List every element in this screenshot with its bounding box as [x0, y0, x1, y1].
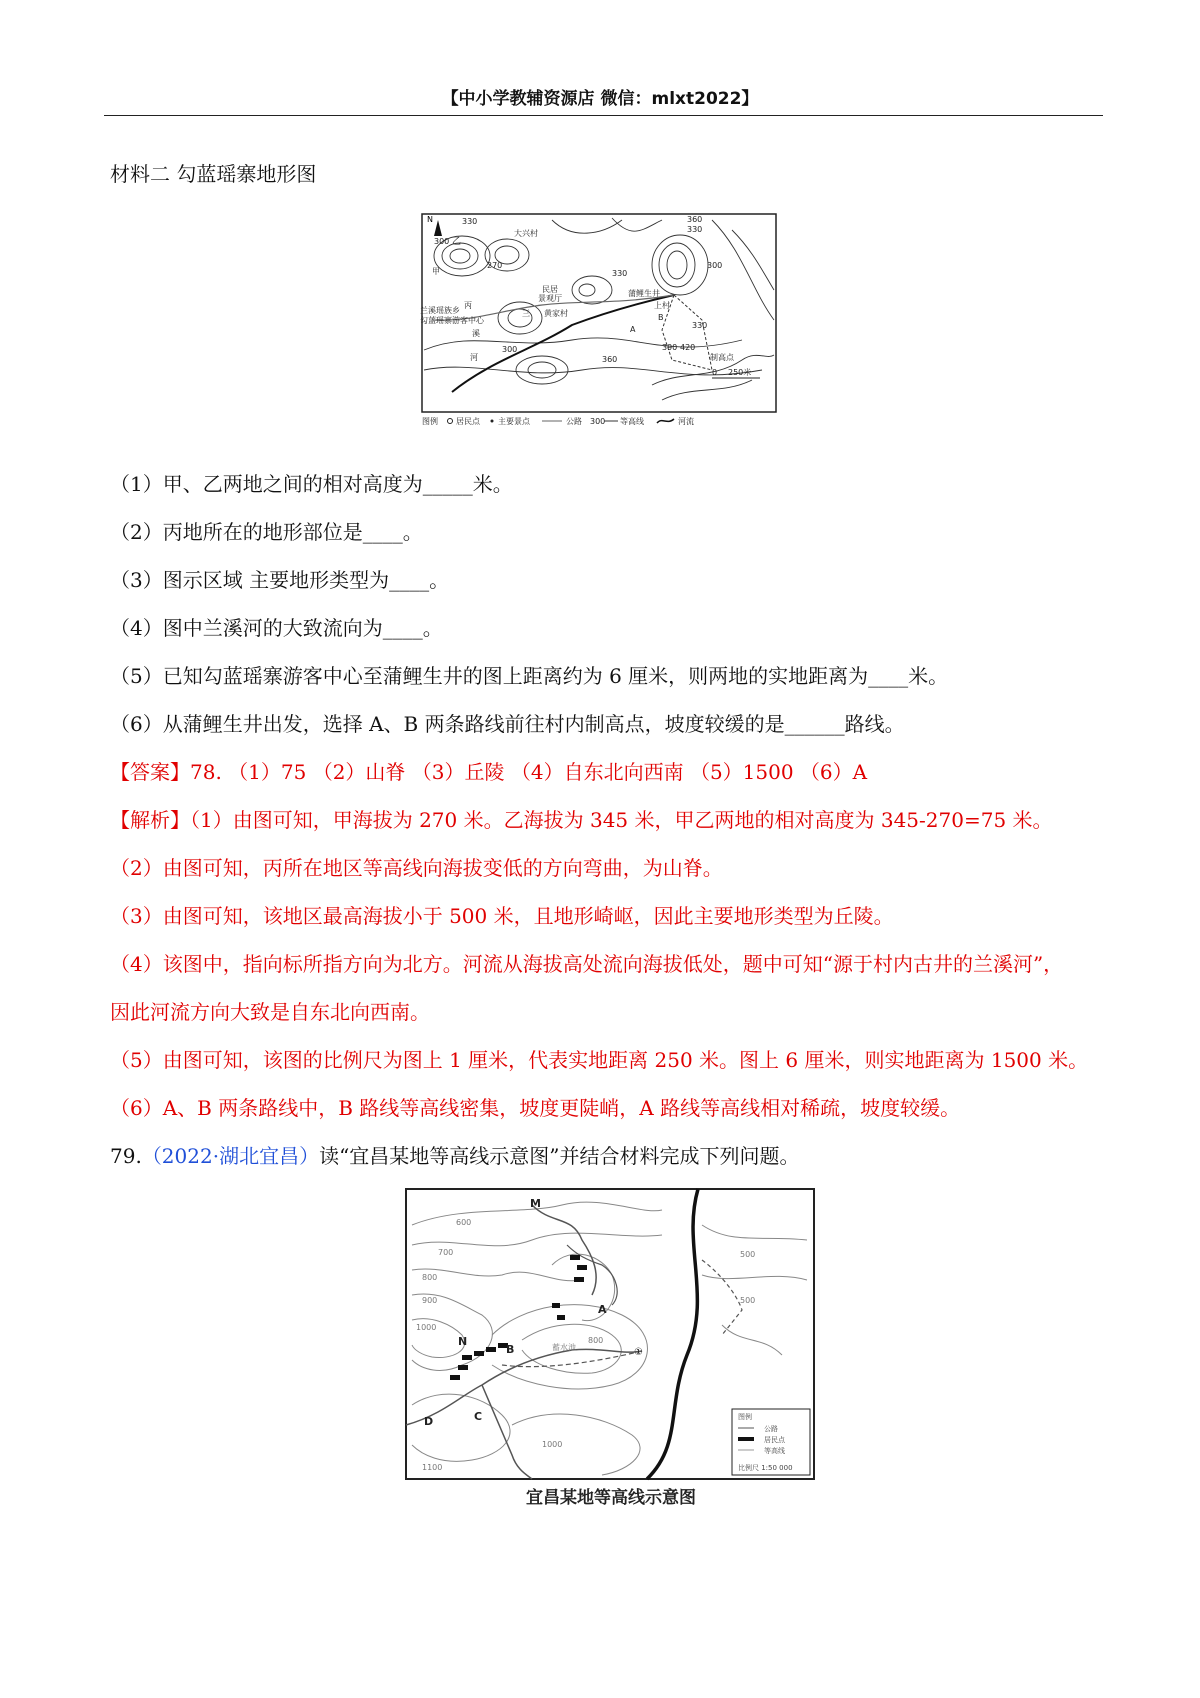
analysis-2: （2）由图可知，丙所在地区等高线向海拔变低的方向弯曲，为山脊。 [110, 856, 723, 880]
point-n-label: N [458, 1335, 468, 1348]
legend-river: 河流 [678, 417, 694, 426]
contour-label: 500 [740, 1296, 756, 1305]
reservoir-label: 蓄水池 [552, 1343, 576, 1352]
north-label: N [427, 215, 433, 224]
yi-label: 乙 [452, 237, 462, 247]
visitor-center-label: 勾蓝瑶寨游客中心 [420, 316, 484, 325]
contour-label: 300 [502, 345, 518, 354]
question-4: （4）图中兰溪河的大致流向为____。 [110, 616, 443, 640]
san-label: 三 [522, 309, 530, 318]
contour-label: 500 [740, 1250, 756, 1259]
legend-title: 图例 [738, 1413, 752, 1421]
legend-contour: 等高线 [764, 1447, 785, 1455]
contour-label: 1000 [542, 1440, 563, 1449]
contour-label: 1100 [422, 1463, 443, 1472]
point-b-label: B [506, 1343, 515, 1356]
summit-label: 制高点 [710, 353, 734, 362]
question-79 [110, 1140, 800, 1169]
map-caption: 宜昌某地等高线示意图 [526, 1488, 696, 1508]
well-label: 蒲鲤生井 [628, 289, 660, 298]
contour-label: 900 [422, 1296, 438, 1305]
page-header: 【中小学教辅资源店 微信：mlxt2022】 [441, 89, 759, 109]
scale-label: 250米 [728, 368, 752, 377]
legend-road: 公路 [764, 1425, 778, 1433]
point-m-label: M [530, 1197, 541, 1210]
contour-label: 330 [687, 225, 703, 234]
question-number: 79. [110, 1144, 142, 1168]
question-5: （5）已知勾蓝瑶寨游客中心至蒲鲤生井的图上距离约为 6 厘米，则两地的实地距离为____米。 [110, 664, 949, 688]
scenic-label: 民居 [542, 285, 558, 294]
contour-label: 420 [680, 343, 696, 352]
question-6: （6）从蒲鲤生井出发，选择 A、B 两条路线前往村内制高点，坡度较缓的是______路线。 [110, 712, 905, 736]
legend-scenic: 主要景点 [498, 417, 530, 426]
township-label: 兰溪瑶族乡 [420, 306, 460, 315]
analysis-6: （6）A、B 两条路线中，B 路线等高线密集，坡度更陡峭，A 路线等高线相对稀疏，坡度较缓。 [110, 1096, 961, 1120]
village-label: 上村 [654, 301, 670, 310]
contour-label: 300 [707, 261, 723, 270]
point-d-label: D [424, 1415, 434, 1428]
river-label: 河 [470, 353, 478, 362]
contour-label: 1000 [416, 1323, 437, 1332]
goulan-topographic-map [412, 210, 786, 440]
point-a-label: A [598, 1303, 607, 1316]
legend-contour-num: 300 [590, 417, 606, 426]
header-rule [104, 115, 1103, 116]
analysis-1: 【解析】（1）由图可知，甲海拔为 270 米。乙海拔为 345 米，甲乙两地的相对高度为 345-270=75 米。 [110, 808, 1053, 832]
legend-settlement: 居民点 [456, 417, 480, 426]
contour-label: 700 [438, 1248, 454, 1257]
contour-label: 270 [487, 261, 503, 270]
yichang-contour-map [402, 1185, 820, 1520]
answer-line: 【答案】78. （1）75 （2）山脊 （3）丘陵 （4）自东北向西南 （5）1500 （6）A [110, 760, 868, 784]
jia-label: 甲 [432, 267, 440, 276]
legend-settlement: 居民点 [764, 1436, 785, 1444]
question-text: 读“宜昌某地等高线示意图”并结合材料完成下列问题。 [319, 1144, 800, 1168]
contour-label: 300 [434, 237, 450, 246]
point-c-label: C [474, 1410, 483, 1423]
question-source: （2022·湖北宜昌） [141, 1144, 320, 1168]
contour-label: 800 [588, 1336, 604, 1345]
question-2: （2）丙地所在的地形部位是____。 [110, 520, 423, 544]
contour-label: 330 [462, 217, 478, 226]
river-label: 溪 [472, 329, 480, 338]
route-a-label: A [630, 325, 636, 334]
contour-label: 800 [422, 1273, 438, 1282]
analysis-3: （3）由图可知，该地区最高海拔小于 500 米，且地形崎岖，因此主要地形类型为丘陵。 [110, 904, 894, 928]
contour-label: 360 [687, 215, 703, 224]
analysis-4: （4）该图中，指向标所指方向为北方。河流从海拔高处流向海拔低处，题中可知“源于村内古井的兰溪河”， [110, 952, 1064, 976]
scale-label: 0 [712, 368, 718, 377]
legend-scale: 比例尺 1:50 000 [738, 1464, 793, 1472]
analysis-5: （5）由图可知，该图的比例尺为图上 1 厘米，代表实地距离 250 米。图上 6 厘米，则实地距离为 1500 米。 [110, 1048, 1089, 1072]
village-label: 黄家村 [544, 309, 568, 318]
question-1: （1）甲、乙两地之间的相对高度为_____米。 [110, 472, 513, 496]
contour-label: 600 [456, 1218, 472, 1227]
question-3: （3）图示区域 主要地形类型为____。 [110, 568, 450, 592]
contour-label: 360 [602, 355, 618, 364]
contour-label: 390 [662, 343, 678, 352]
material-title: 材料二 勾蓝瑶寨地形图 [110, 162, 317, 186]
legend-contour: 等高线 [620, 417, 644, 426]
scenic-label: 景观厅 [538, 294, 562, 303]
legend-road: 公路 [566, 417, 582, 426]
marker-1-label: ① [634, 1347, 643, 1358]
analysis-4-cont: 因此河流方向大致是自东北向西南。 [110, 1000, 430, 1024]
contour-label: 330 [692, 321, 708, 330]
route-b-label: B [658, 313, 664, 322]
contour-label: 330 [612, 269, 628, 278]
legend-title: 图例 [422, 417, 438, 426]
bing-label: 丙 [464, 301, 472, 310]
village-label: 大兴村 [514, 229, 538, 238]
